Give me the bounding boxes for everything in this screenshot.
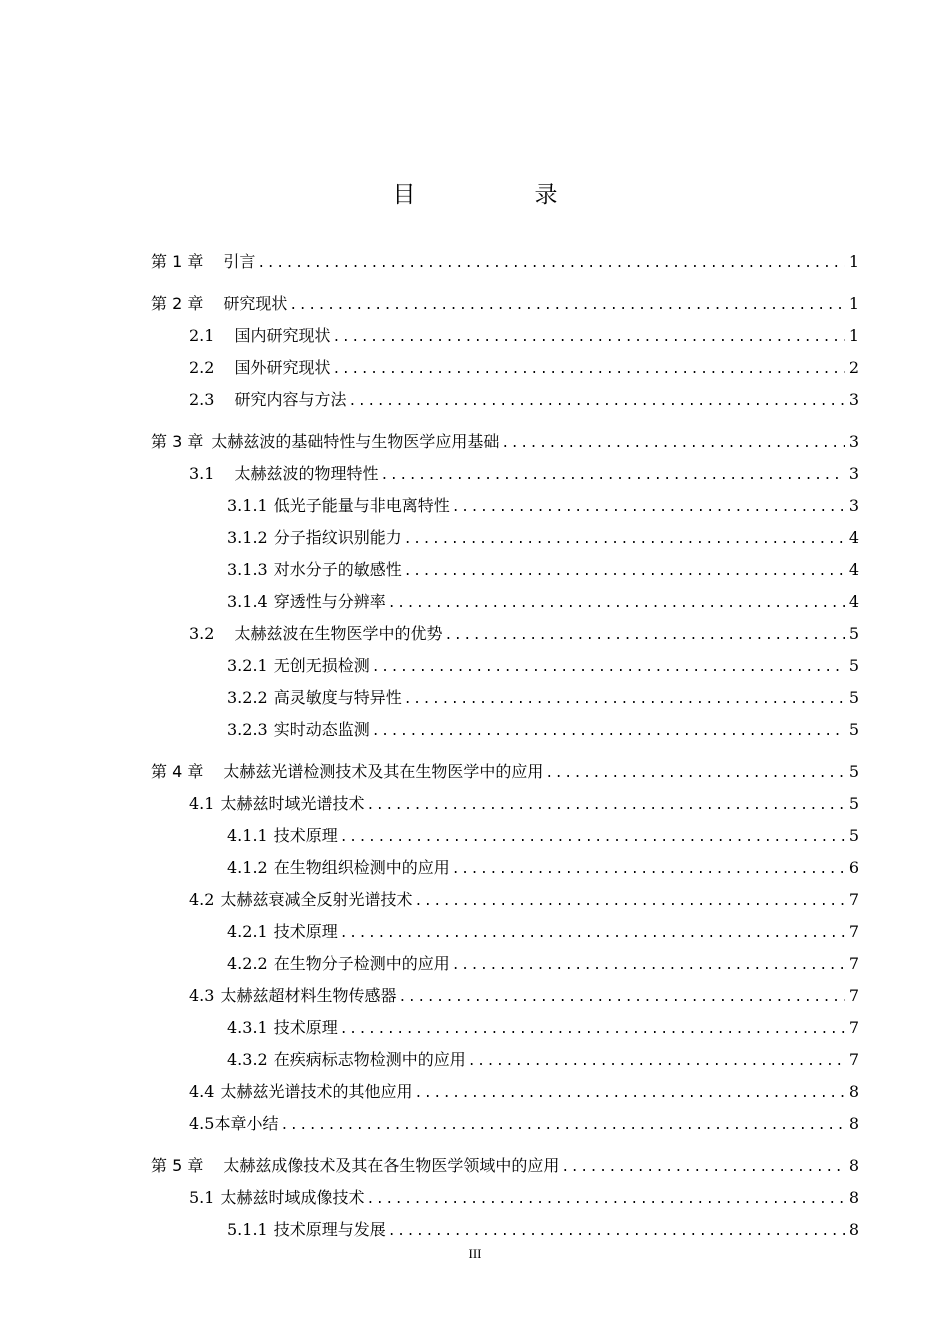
leader-dots bbox=[340, 1014, 845, 1046]
toc-page: 4 bbox=[848, 592, 859, 611]
leader-dots bbox=[404, 684, 845, 716]
toc-entry[interactable] bbox=[151, 586, 859, 618]
toc-text: 无创无损检测 bbox=[273, 656, 370, 675]
toc-number: 4.1.1 bbox=[227, 826, 268, 845]
toc-number: 5.1.1 bbox=[227, 1220, 268, 1239]
toc-page: 5 bbox=[848, 656, 859, 675]
toc-text: 太赫兹时域成像技术 bbox=[220, 1188, 365, 1207]
toc-text: 引言 bbox=[223, 252, 256, 271]
toc-page: 5 bbox=[848, 720, 859, 739]
toc-number: 第 3 章 bbox=[151, 432, 204, 451]
toc-number: 2.3 bbox=[189, 390, 215, 409]
leader-dots bbox=[340, 918, 845, 950]
toc-page: 8 bbox=[848, 1114, 859, 1133]
toc-number: 4.4 bbox=[189, 1082, 215, 1101]
toc-entry[interactable] bbox=[151, 618, 859, 650]
toc-text: 太赫兹波的物理特性 bbox=[234, 464, 379, 483]
toc-entry[interactable] bbox=[151, 1150, 859, 1182]
toc-text: 研究现状 bbox=[223, 294, 288, 313]
toc-text: 分子指纹识别能力 bbox=[273, 528, 402, 547]
toc-entry[interactable] bbox=[151, 288, 859, 320]
toc-page: 1 bbox=[848, 294, 859, 313]
leader-dots bbox=[372, 652, 845, 684]
toc-page: 3 bbox=[848, 496, 859, 515]
page-title: 目 录 bbox=[392, 182, 606, 208]
toc-number: 5.1 bbox=[189, 1188, 215, 1207]
toc-text: 国内研究现状 bbox=[234, 326, 331, 345]
toc-entry[interactable] bbox=[151, 756, 859, 788]
toc-page: 1 bbox=[848, 326, 859, 345]
toc-page: 5 bbox=[848, 624, 859, 643]
toc-entry[interactable] bbox=[151, 1108, 859, 1140]
toc-page: 7 bbox=[848, 922, 859, 941]
toc-page: 8 bbox=[848, 1188, 859, 1207]
toc-text: 在疾病标志物检测中的应用 bbox=[273, 1050, 466, 1069]
leader-dots bbox=[561, 1152, 844, 1184]
toc-entry[interactable] bbox=[151, 916, 859, 948]
toc-text: 低光子能量与非电离特性 bbox=[273, 496, 450, 515]
toc-page: 3 bbox=[848, 464, 859, 483]
toc-entry[interactable] bbox=[151, 788, 859, 820]
toc-text: 太赫兹成像技术及其在各生物医学领域中的应用 bbox=[223, 1156, 560, 1175]
toc-number: 4.2.2 bbox=[227, 954, 268, 973]
toc-text: 本章小结 bbox=[214, 1114, 279, 1133]
toc-text: 国外研究现状 bbox=[234, 358, 331, 377]
toc-entry[interactable] bbox=[151, 490, 859, 522]
toc-number: 3.1.3 bbox=[227, 560, 268, 579]
toc-number: 4.2.1 bbox=[227, 922, 268, 941]
table-of-contents bbox=[151, 246, 859, 1246]
leader-dots bbox=[404, 524, 845, 556]
toc-page: 5 bbox=[848, 688, 859, 707]
leader-dots bbox=[444, 620, 844, 652]
toc-text: 太赫兹光谱检测技术及其在生物医学中的应用 bbox=[223, 762, 544, 781]
toc-page: 2 bbox=[848, 358, 859, 377]
leader-dots bbox=[366, 790, 844, 822]
toc-page: 1 bbox=[848, 252, 859, 271]
toc-number: 4.5 bbox=[189, 1114, 215, 1133]
toc-number: 3.2 bbox=[189, 624, 215, 643]
leader-dots bbox=[332, 354, 844, 386]
leader-dots bbox=[280, 1110, 844, 1142]
toc-text: 高灵敏度与特异性 bbox=[273, 688, 402, 707]
toc-entry[interactable] bbox=[151, 948, 859, 980]
leader-dots bbox=[380, 460, 844, 492]
leader-dots bbox=[257, 248, 844, 280]
toc-entry[interactable] bbox=[151, 820, 859, 852]
leader-dots bbox=[501, 428, 844, 460]
leader-dots bbox=[452, 492, 845, 524]
toc-number: 3.1.1 bbox=[227, 496, 268, 515]
toc-entry[interactable] bbox=[151, 320, 859, 352]
toc-text: 对水分子的敏感性 bbox=[273, 560, 402, 579]
toc-number: 3.1.2 bbox=[227, 528, 268, 547]
toc-page: 8 bbox=[848, 1220, 859, 1239]
toc-text: 太赫兹光谱技术的其他应用 bbox=[220, 1082, 413, 1101]
toc-number: 4.3.1 bbox=[227, 1018, 268, 1037]
toc-page: 5 bbox=[848, 794, 859, 813]
page-number-footer: III bbox=[468, 1246, 482, 1261]
leader-dots bbox=[452, 854, 845, 886]
toc-page: 4 bbox=[848, 528, 859, 547]
leader-dots bbox=[289, 290, 844, 322]
toc-entry[interactable] bbox=[151, 1214, 859, 1246]
toc-text: 太赫兹波在生物医学中的优势 bbox=[234, 624, 443, 643]
leader-dots bbox=[452, 950, 845, 982]
toc-entry[interactable] bbox=[151, 1076, 859, 1108]
toc-entry[interactable] bbox=[151, 458, 859, 490]
toc-entry[interactable] bbox=[151, 884, 859, 916]
toc-page: 8 bbox=[848, 1082, 859, 1101]
leader-dots bbox=[372, 716, 845, 748]
toc-entry[interactable] bbox=[151, 980, 859, 1012]
toc-entry[interactable] bbox=[151, 246, 859, 278]
toc-text: 在生物分子检测中的应用 bbox=[273, 954, 450, 973]
toc-entry[interactable] bbox=[151, 650, 859, 682]
toc-entry[interactable] bbox=[151, 1182, 859, 1214]
toc-page: 5 bbox=[848, 826, 859, 845]
toc-entry[interactable] bbox=[151, 1012, 859, 1044]
toc-number: 3.1 bbox=[189, 464, 215, 483]
toc-page: 7 bbox=[848, 890, 859, 909]
toc-page: 5 bbox=[848, 762, 859, 781]
toc-page: 7 bbox=[848, 1050, 859, 1069]
toc-number: 第 4 章 bbox=[151, 762, 204, 781]
toc-text: 技术原理 bbox=[273, 826, 338, 845]
toc-number: 第 5 章 bbox=[151, 1156, 204, 1175]
toc-text: 太赫兹衰减全反射光谱技术 bbox=[220, 890, 413, 909]
toc-number: 2.2 bbox=[189, 358, 215, 377]
leader-dots bbox=[388, 588, 845, 620]
toc-number: 3.2.1 bbox=[227, 656, 268, 675]
leader-dots bbox=[414, 886, 844, 918]
toc-entry[interactable] bbox=[151, 682, 859, 714]
toc-page: 7 bbox=[848, 1018, 859, 1037]
toc-number: 4.1.2 bbox=[227, 858, 268, 877]
toc-entry[interactable] bbox=[151, 352, 859, 384]
leader-dots bbox=[398, 982, 844, 1014]
leader-dots bbox=[348, 386, 844, 418]
leader-dots bbox=[404, 556, 845, 588]
toc-text: 技术原理与发展 bbox=[273, 1220, 386, 1239]
toc-number: 第 2 章 bbox=[151, 294, 204, 313]
toc-page: 3 bbox=[848, 390, 859, 409]
leader-dots bbox=[332, 322, 844, 354]
toc-number: 2.1 bbox=[189, 326, 215, 345]
toc-text: 太赫兹波的基础特性与生物医学应用基础 bbox=[211, 432, 500, 451]
toc-text: 技术原理 bbox=[273, 1018, 338, 1037]
toc-number: 4.1 bbox=[189, 794, 215, 813]
toc-entry[interactable] bbox=[151, 554, 859, 586]
toc-text: 太赫兹超材料生物传感器 bbox=[220, 986, 397, 1005]
toc-page: 8 bbox=[848, 1156, 859, 1175]
toc-text: 实时动态监测 bbox=[273, 720, 370, 739]
toc-text: 在生物组织检测中的应用 bbox=[273, 858, 450, 877]
toc-entry[interactable] bbox=[151, 426, 859, 458]
toc-text: 穿透性与分辨率 bbox=[273, 592, 386, 611]
toc-text: 研究内容与方法 bbox=[234, 390, 347, 409]
leader-dots bbox=[366, 1184, 844, 1216]
toc-entry[interactable] bbox=[151, 1044, 859, 1076]
toc-entry[interactable] bbox=[151, 522, 859, 554]
leader-dots bbox=[545, 758, 844, 790]
toc-page: 6 bbox=[848, 858, 859, 877]
toc-number: 4.3.2 bbox=[227, 1050, 268, 1069]
leader-dots bbox=[414, 1078, 844, 1110]
toc-number: 3.2.2 bbox=[227, 688, 268, 707]
toc-entry[interactable] bbox=[151, 714, 859, 746]
toc-page: 3 bbox=[848, 432, 859, 451]
toc-number: 4.2 bbox=[189, 890, 215, 909]
toc-page: 7 bbox=[848, 986, 859, 1005]
toc-number: 3.2.3 bbox=[227, 720, 268, 739]
toc-text: 技术原理 bbox=[273, 922, 338, 941]
toc-number: 3.1.4 bbox=[227, 592, 268, 611]
leader-dots bbox=[388, 1216, 845, 1248]
toc-number: 4.3 bbox=[189, 986, 215, 1005]
leader-dots bbox=[340, 822, 845, 854]
toc-page: 7 bbox=[848, 954, 859, 973]
toc-entry[interactable] bbox=[151, 852, 859, 884]
toc-number: 第 1 章 bbox=[151, 252, 204, 271]
toc-text: 太赫兹时域光谱技术 bbox=[220, 794, 365, 813]
toc-page: 4 bbox=[848, 560, 859, 579]
leader-dots bbox=[468, 1046, 845, 1078]
toc-entry[interactable] bbox=[151, 384, 859, 416]
